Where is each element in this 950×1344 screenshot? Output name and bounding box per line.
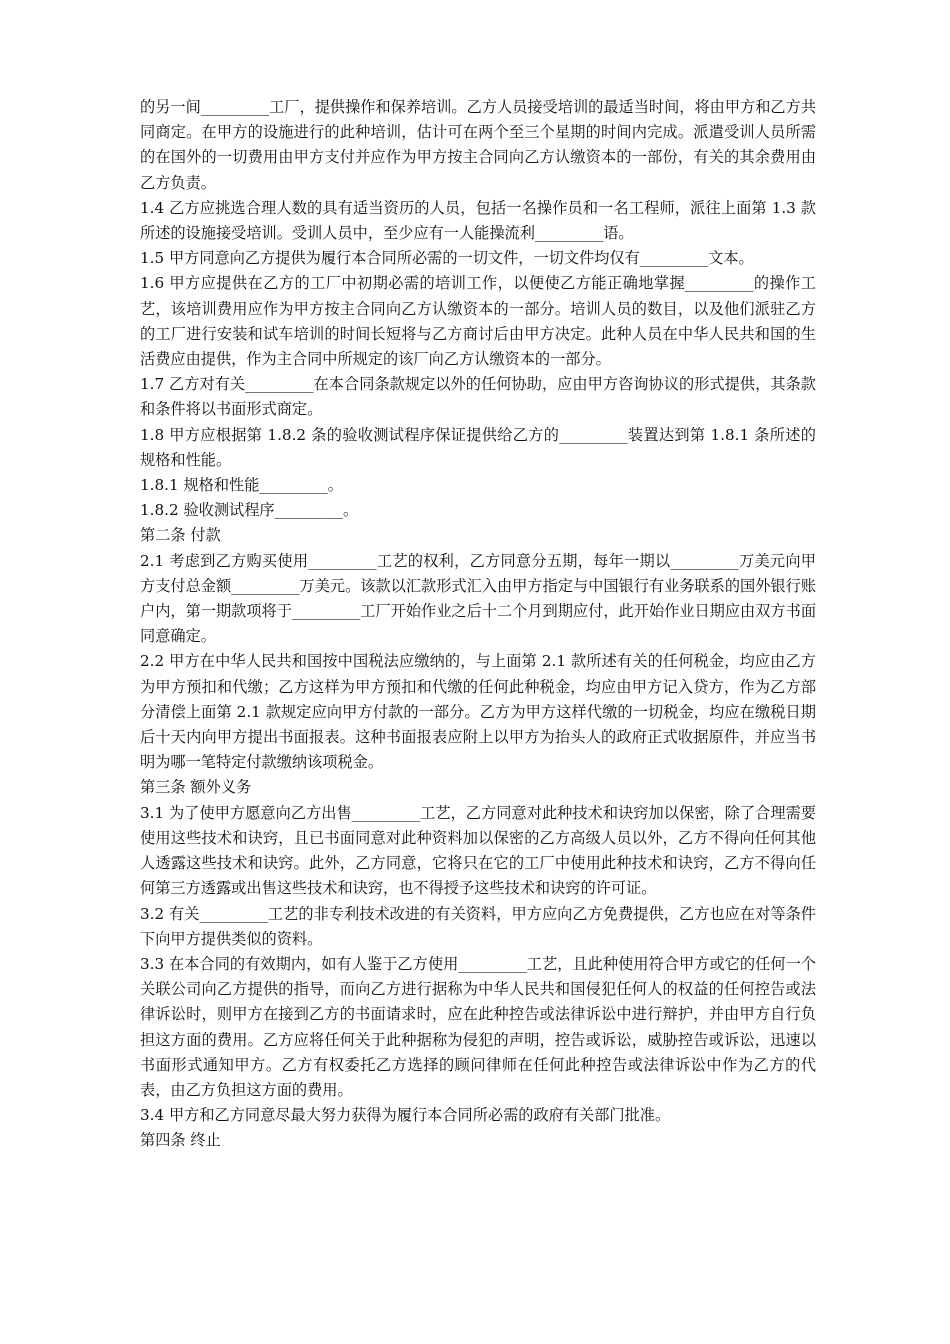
paragraph-3-3: 3.3 在本合同的有效期内，如有人鉴于乙方使用_________工艺，且此种使用符合甲方或它的任何一个关联公司向乙方提供的指导，而向乙方进行据称为中华人民共和国侵犯任何人的权益的任何控告或法律诉讼时，则甲方在接到乙方的书面请求时，应在此种控告或法律诉讼中进行辩护，并由甲方自行负担这方面的费用。乙方应将任何关于此种据称为侵犯的声明，控告或诉讼，威胁控告或诉讼，迅速以书面形式通知甲方。乙方有权委托乙方选择的顾问律师在任何此种控告或法律诉讼中作为乙方的代表，由乙方负担这方面的费用。 xyxy=(140,954,816,1099)
article-2-heading: 第二条 付款 xyxy=(140,526,221,545)
paragraph-3-4: 3.4 甲方和乙方同意尽最大努力获得为履行本合同所必需的政府有关部门批准。 xyxy=(140,1106,671,1125)
article-3-heading: 第三条 额外义务 xyxy=(140,778,252,797)
paragraph-training-continued: 的另一间_________工厂，提供操作和保养培训。乙方人员接受培训的最适当时间，将由甲方和乙方共同商定。在甲方的设施进行的此种培训，估计可在两个至三个星期的时间内完成。派遣受训人员所需的在国外的一切费用由甲方支付并应作为甲方按主合同向乙方认缴资本的一部份，有关的其余费用由乙方负责。 xyxy=(140,98,816,192)
paragraph-1-8: 1.8 甲方应根据第 1.8.2 条的验收测试程序保证提供给乙方的_________装置达到第 1.8.1 条所述的规格和性能。 xyxy=(140,425,816,469)
paragraph-1-5: 1.5 甲方同意向乙方提供为履行本合同所必需的一切文件，一切文件均仅有_________文本。 xyxy=(140,249,754,268)
paragraph-1-8-2: 1.8.2 验收测试程序_________。 xyxy=(140,501,359,520)
paragraph-2-2: 2.2 甲方在中华人民共和国按中国税法应缴纳的，与上面第 2.1 款所述有关的任何税金，均应由乙方为甲方预扣和代缴；乙方这样为甲方预扣和代缴的任何此种税金，均应由甲方记入贷方，作为乙方部分清偿上面第 2.1 款规定应向甲方付款的一部分。乙方为甲方这样代缴的一切税金，均应在缴税日期后十天内向甲方提出书面报表。这种书面报表应附上以甲方为抬头人的政府正式收据原件，并应当书明为哪一笔特定付款缴纳该项税金。 xyxy=(140,652,816,772)
paragraph-2-1: 2.1 考虑到乙方购买使用_________工艺的权利，乙方同意分五期，每年一期以_________万美元向甲方支付总金额_________万美元。该款以汇款形式汇入由甲方指定与中国银行有业务联系的国外银行账户内，第一期款项将于_________工厂开始作业之后十二个月到期应付，此开始作业日期应由双方书面同意确定。 xyxy=(140,551,816,646)
paragraph-1-6: 1.6 甲方应提供在乙方的工厂中初期必需的培训工作，以便使乙方能正确地掌握_________的操作工艺，该培训费用应作为甲方按主合同向乙方认缴资本的一部分。培训人员的数目，以及他们派驻乙方的工厂进行安装和试车培训的时间长短将与乙方商讨后由甲方决定。此种人员在中华人民共和国的生活费应由提供，作为主合同中所规定的该厂向乙方认缴资本的一部分。 xyxy=(140,274,816,369)
paragraph-1-4: 1.4 乙方应挑选合理人数的具有适当资历的人员，包括一名操作员和一名工程师，派往上面第 1.3 款所述的设施接受培训。受训人员中，至少应有一人能操流利_________语。 xyxy=(140,198,816,243)
paragraph-1-7: 1.7 乙方对有关_________在本合同条款规定以外的任何协助，应由甲方咨询协议的形式提供，其条款和条件将以书面形式商定。 xyxy=(140,375,816,419)
paragraph-1-8-1: 1.8.1 规格和性能_________。 xyxy=(140,476,343,495)
paragraph-3-1: 3.1 为了使甲方愿意向乙方出售_________工艺，乙方同意对此种技术和诀窍加以保密，除了合理需要使用这些技术和诀窍，且已书面同意对此种资料加以保密的乙方高级人员以外，乙方不得向任何其他人透露这些技术和诀窍。此外，乙方同意，它将只在它的工厂中使用此种技术和诀窍，乙方不得向任何第三方透露或出售这些技术和诀窍，也不得授予这些技术和诀窍的许可证。 xyxy=(140,803,816,898)
article-4-heading: 第四条 终止 xyxy=(140,1131,221,1150)
paragraph-3-2: 3.2 有关_________工艺的非专利技术改进的有关资料，甲方应向乙方免费提供，乙方也应在对等条件下向甲方提供类似的资料。 xyxy=(140,904,816,948)
document-page xyxy=(140,95,816,1154)
